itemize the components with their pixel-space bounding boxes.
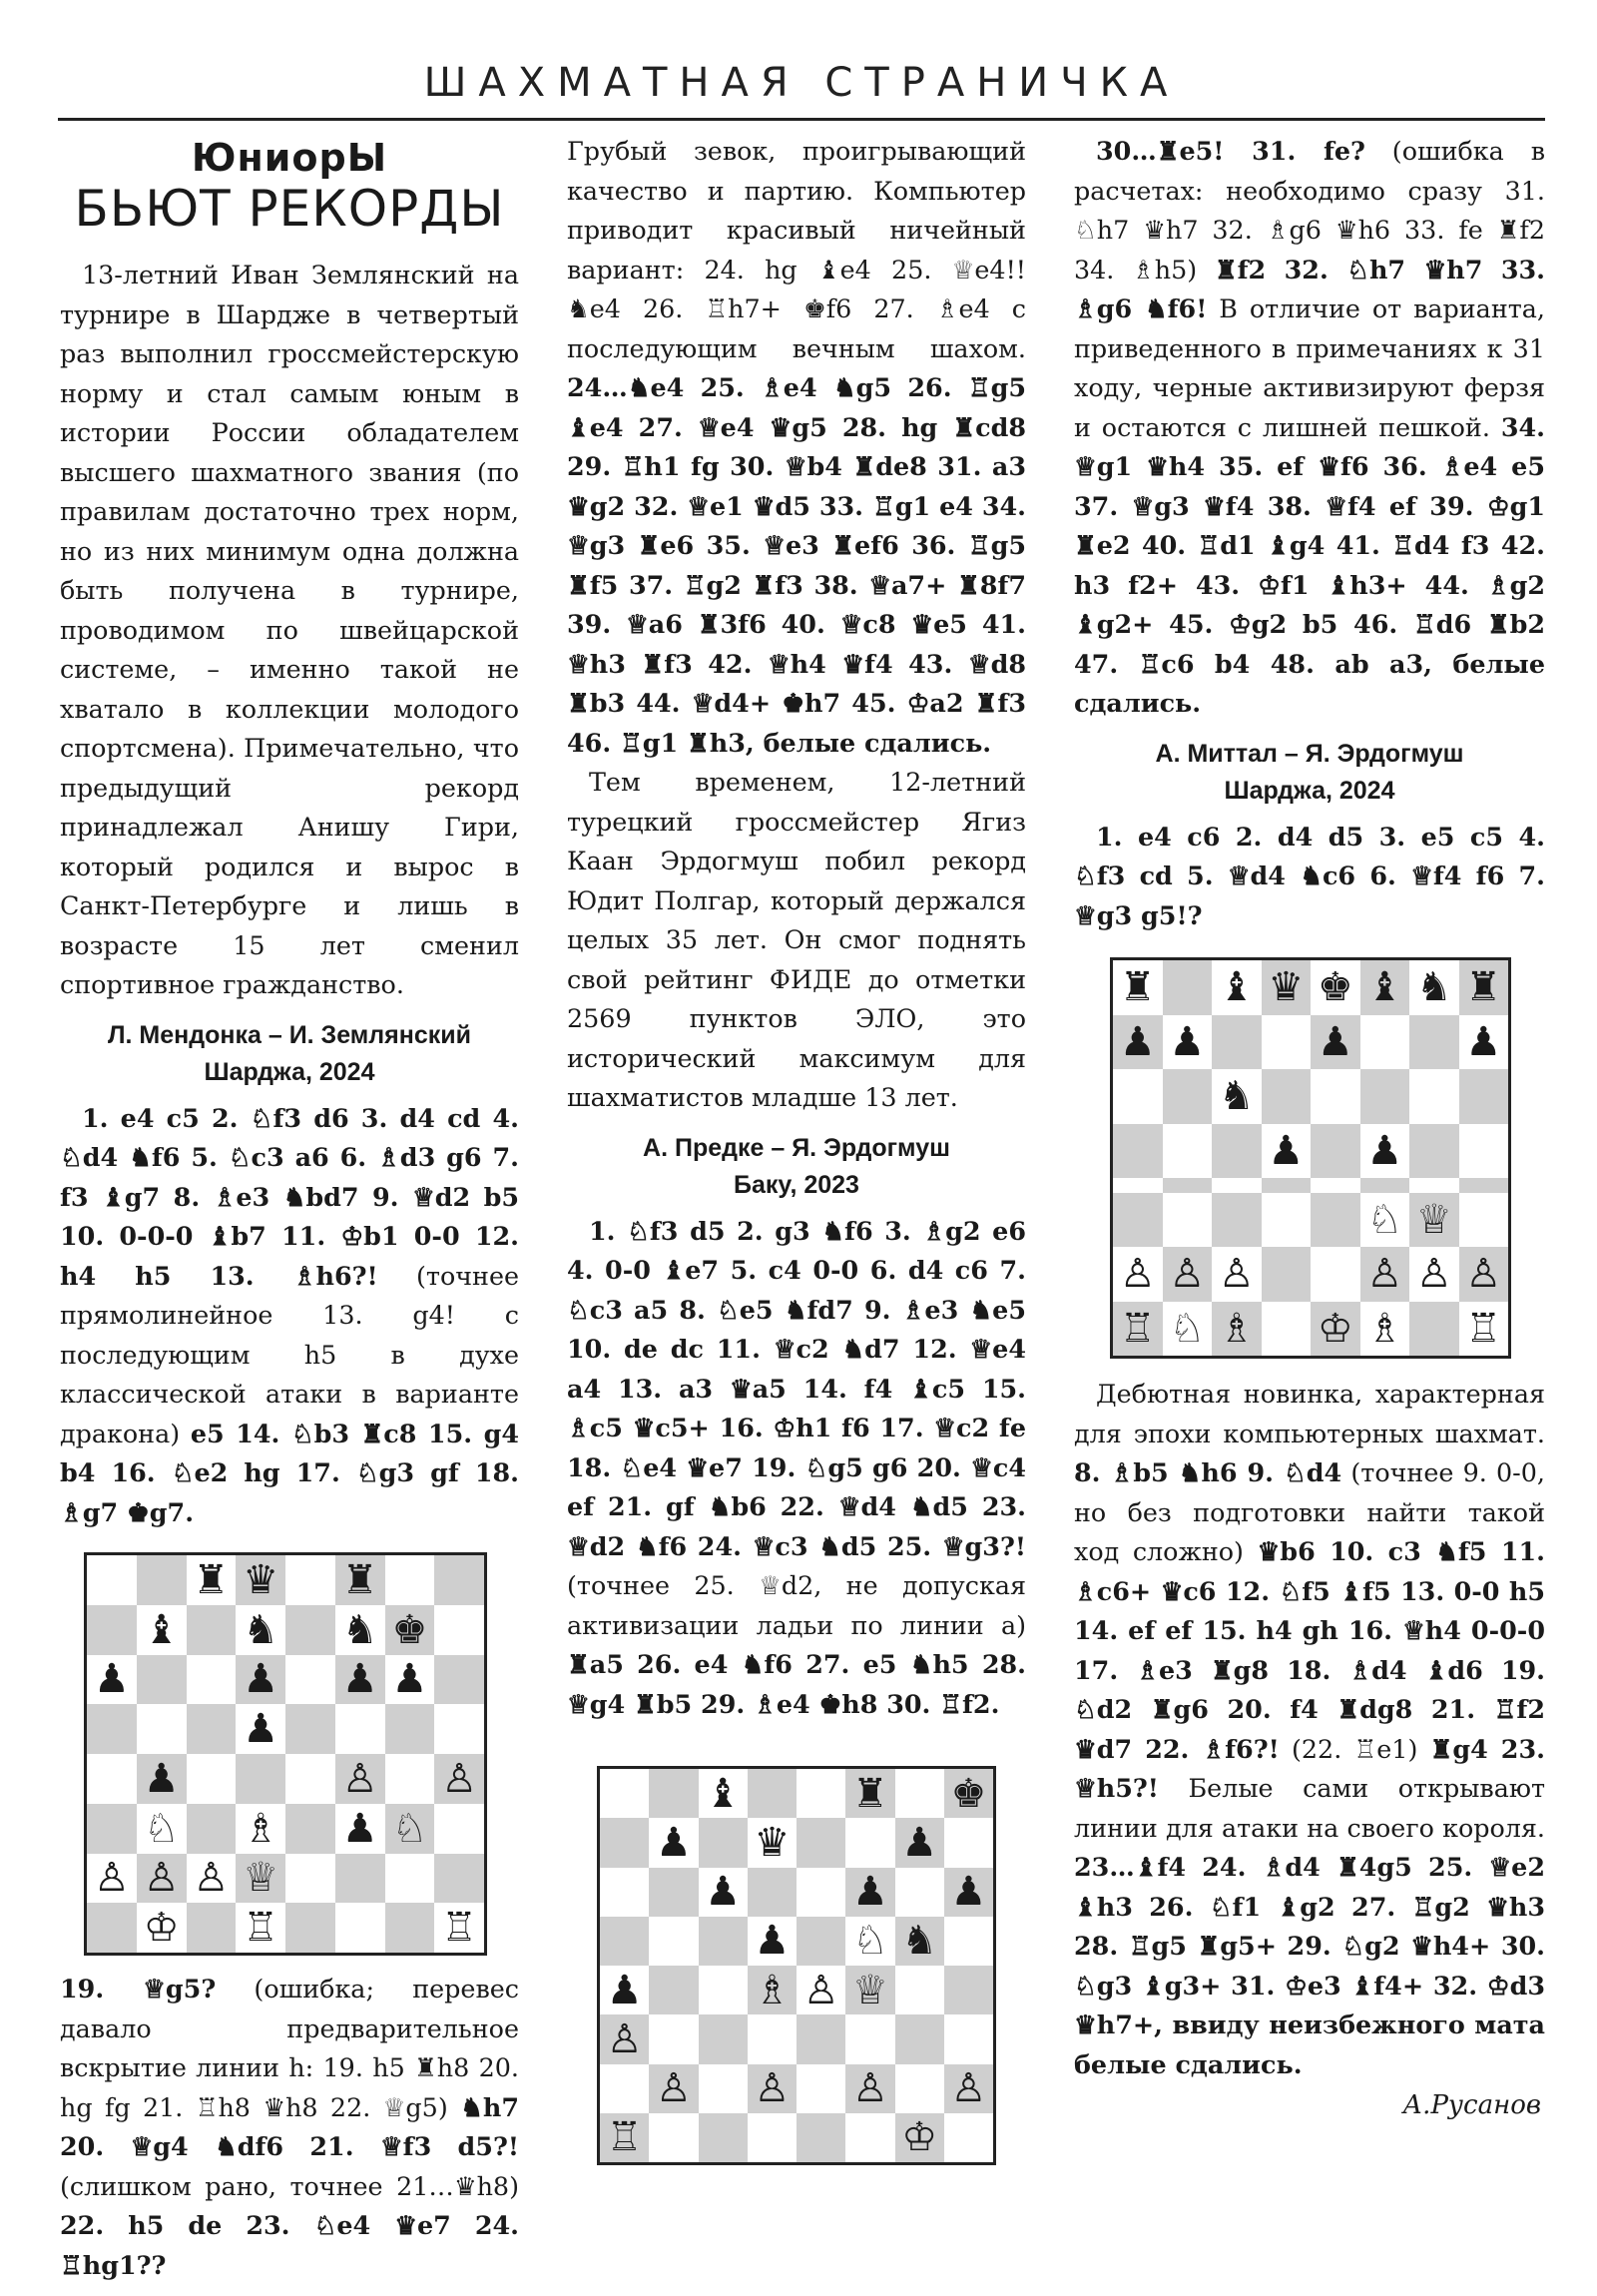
chess-square [895,1868,944,1917]
chess-square [187,1754,237,1804]
chess-piece-square: ♞ [1409,960,1459,1015]
chess-piece-square: ♟ [335,1655,385,1705]
chess-square [797,2113,845,2162]
chess-square [87,1555,137,1605]
game2-moves-a: 1. ♘f3 d5 2. g3 ♞f6 3. ♗g2 e6 4. 0-0 ♝e7 5. c4 0-0 6. d4 c6 7. ♘c3 a5 8. ♘e5 ♞fd7 9. ♗e3 ♞e5 10. de dc 11. ♕c2 ♞d7 12. ♕e4 a4 13. a3 ♛a5 14. f4 ♝c5 15. ♗c5 ♛c5+ 16. ♔h1 f6 17. ♕c2 fe 18. ♘e4 ♛e7 19. ♘g5 g6 20. ♕c4 ef 21. gf ♞b6 22. ♕d4 ♞d5 23. ♕d2 ♞f6 24. ♕c3 ♞d5 25. ♕g3?! [567,1215,1026,1561]
chess-square [895,2014,944,2063]
col3-comment-a: (ошибка в расчетах: необходимо сразу 31. ♘h7 ♛h7 32. ♗g6 ♛h6 33. fe ♜f2 34. ♗h5) [1074,136,1545,285]
chess-square [1262,1178,1312,1193]
chess-square [699,1966,748,2014]
chess-piece-square: ♘ [137,1804,187,1854]
chess-square [649,2113,698,2162]
chess-square [1113,1069,1163,1124]
chess-square [335,1704,385,1754]
chess-square [944,2113,993,2162]
post-moves-1: 8. ♗b5 ♞h6 9. ♘d4 [1074,1457,1342,1487]
chess-board-2 [597,1766,996,2165]
chess-square [1459,1124,1509,1179]
chess-piece-square: ♝ [699,1769,748,1818]
chess-piece-square: ♙ [434,1754,484,1804]
chess-piece-square: ♙ [1409,1247,1459,1302]
chess-square [1212,1193,1262,1248]
post-moves-2: ♛b6 10. c3 ♞f5 11. ♗c6+ ♛c6 12. ♘f5 ♝f5 13. 0-0 h5 14. ef ef 15. h4 gh 16. ♕h4 0-0-0 17. ♗e3 ♜g8 18. ♗d4 ♝d6 19. ♘d2 ♜g6 20. f4 ♜dg8 21. ♖f2 ♛d7 22. ♗f6?! [1074,1536,1545,1764]
chess-board-1 [84,1552,487,1956]
game2-continuation [1074,132,1545,724]
chess-square [1113,1193,1163,1248]
chess-piece-square: ♔ [895,2113,944,2162]
chess-square [1360,1015,1410,1070]
chess-piece-square: ♙ [845,2064,894,2113]
chess-piece-square: ♜ [335,1555,385,1605]
chess-square [285,1854,335,1904]
chess-piece-square: ♟ [1163,1015,1213,1070]
game2-moves [567,1212,1026,1725]
chess-piece-square: ♟ [1311,1015,1360,1070]
chess-square [649,2014,698,2063]
chess-square [1311,1178,1360,1193]
chess-square [649,1917,698,1966]
chess-square [1409,1302,1459,1357]
chess-square [845,2014,894,2063]
chess-piece-square: ♘ [385,1804,435,1854]
chess-board-3 [1110,957,1511,1359]
chess-piece-square: ♘ [1163,1302,1213,1357]
chess-piece-square: ♙ [87,1854,137,1904]
headline-big: БЬЮТ РЕКОРДЫ [74,180,505,238]
chess-square [434,1804,484,1854]
chess-square [1212,1015,1262,1070]
chess-square [699,2064,748,2113]
comment-d: (слишком рано, точнее 21…♛h8) [60,2170,519,2201]
chess-piece-square: ♙ [600,2014,649,2063]
chess-piece-square: ♔ [137,1903,187,1953]
chess-square [1262,1302,1312,1357]
chess-piece-square: ♙ [1360,1247,1410,1302]
chess-square [87,1605,137,1655]
chess-square [699,1917,748,1966]
post-comment-3: Белые сами открывают линии для атаки на своего короля. [1074,1773,1545,1843]
chess-piece-square: ♙ [1113,1247,1163,1302]
chess-piece-square: ♗ [236,1804,285,1854]
chess-square [748,2113,797,2162]
chess-square [1311,1069,1360,1124]
chess-square [1459,1178,1509,1193]
chess-piece-square: ♙ [649,2064,698,2113]
chess-piece-square: ♖ [600,2113,649,2162]
chess-square [187,1605,237,1655]
chess-square [797,2064,845,2113]
cont-moves: 24…♞e4 25. ♗e4 ♞g5 26. ♖g5 ♝e4 27. ♕e4 ♛g5 28. hg ♜cd8 29. ♖h1 fg 30. ♕b4 ♜de8 31. a3 ♛g2 32. ♕e1 ♛d5 33. ♖g1 e4 34. ♕g3 ♜e6 35. ♕e3 ♜ef6 36. ♖g5 ♜f5 37. ♖g2 ♜f3 38. ♕a7+ ♜8f7 39. ♕a6 ♜3f6 40. ♕c8 ♛e5 41. ♕h3 ♜f3 42. ♕h4 ♛f4 43. ♕d8 ♜b3 44. ♕d4+ ♚h7 45. ♔a2 ♜f3 46. ♖g1 ♜h3, белые сдались. [567,372,1026,758]
chess-square [600,2064,649,2113]
game3-event: Шарджа, 2024 [1224,776,1395,805]
game3-players: А. Миттал – Я. Эрдогмуш [1155,739,1464,768]
chess-piece-square: ♙ [944,2064,993,2113]
chess-piece-square: ♟ [845,1868,894,1917]
chess-square [600,1868,649,1917]
chess-piece-square: ♘ [845,1917,894,1966]
game1-continuation [567,132,1026,763]
chess-square [137,1704,187,1754]
chess-piece-square: ♞ [895,1917,944,1966]
chess-piece-square: ♟ [699,1868,748,1917]
chess-square [87,1903,137,1953]
chess-square [335,1854,385,1904]
header-rule [58,118,1545,121]
chess-square [649,1769,698,1818]
chess-square [385,1555,435,1605]
chess-square [1409,1069,1459,1124]
chess-square [187,1804,237,1854]
chess-piece-square: ♙ [1163,1247,1213,1302]
chess-square [385,1754,435,1804]
chess-square [649,1868,698,1917]
chess-square [1409,1124,1459,1179]
chess-piece-square: ♜ [1459,960,1509,1015]
chess-piece-square: ♗ [1212,1302,1262,1357]
chess-piece-square: ♙ [335,1754,385,1804]
chess-square [895,1966,944,2014]
col3-moves-c: 34. ♕g1 ♛h4 35. ef ♛f6 36. ♗e4 e5 37. ♕g3 ♛f4 38. ♕f4 ef 39. ♔g1 ♜e2 40. ♖d1 ♝g4 41. ♖d4 f3 42. h3 f2+ 43. ♔f1 ♝h3+ 44. ♗g2 ♝g2+ 45. ♔g2 b5 46. ♖d6 ♜b2 47. ♖c6 b4 48. ab a3, белые сдались. [1074,411,1545,718]
game1-heading [60,1017,519,1091]
chess-square [944,1917,993,1966]
moves-e: 22. h5 de 23. ♘e4 ♛e7 24. ♖hg1?? [60,2210,519,2280]
chess-square [1163,1124,1213,1179]
chess-square [845,2113,894,2162]
moves-d: ♞h7 20. ♕g4 ♞df6 21. ♕f3 d5?! [60,2091,519,2161]
chess-square [285,1804,335,1854]
headline-small: ЮниорЫ [191,136,388,180]
chess-square [285,1704,335,1754]
chess-piece-square: ♜ [845,1769,894,1818]
chess-square [187,1903,237,1953]
comment-a: (точнее прямолинейное 13. g4! с последующим h5 в духе классической атаки в варианте дракона) [60,1260,519,1448]
chess-square [944,1818,993,1867]
chess-piece-square: ♟ [87,1655,137,1705]
chess-piece-square: ♟ [1459,1015,1509,1070]
chess-square [1163,1069,1213,1124]
chess-piece-square: ♕ [236,1854,285,1904]
chess-square [434,1854,484,1904]
chess-piece-square: ♛ [748,1818,797,1867]
chess-piece-square: ♗ [1360,1302,1410,1357]
cont-text: Грубый зевок, проигрывающий качество и партию. Компьютер приводит красивый ничейный вариант: 24. hg ♝e4 25. ♕e4!! ♞e4 26. ♖h7+ ♚f6 27. ♗e4 с последующим вечным шахом. [567,136,1026,363]
chess-square [797,1868,845,1917]
chess-piece-square: ♗ [748,1966,797,2014]
chess-square [434,1655,484,1705]
game2-moves-b: ♜a5 26. e4 ♞f6 27. e5 ♞h5 28. ♕g4 ♜b5 29. ♗e4 ♚h8 30. ♖f2. [567,1649,1026,1719]
chess-piece-square: ♖ [434,1903,484,1953]
game2-comment: (точнее 25. ♕d2, не допуская активизации ладьи по линии а) [567,1570,1026,1640]
chess-piece-square: ♞ [236,1605,285,1655]
chess-square [87,1804,137,1854]
chess-piece-square: ♝ [1212,960,1262,1015]
chess-piece-square: ♟ [137,1754,187,1804]
chess-piece-square: ♟ [1262,1124,1312,1179]
chess-square [285,1555,335,1605]
chess-piece-square: ♚ [385,1605,435,1655]
chess-square [1262,1015,1312,1070]
chess-square [285,1655,335,1705]
chess-square [385,1903,435,1953]
comment-c: (ошибка; перевес давало предварительное вскрытие линии h: 19. h5 ♜h8 20. hg fg 21. ♖h8 ♛h8 22. ♕g5) [60,1974,519,2122]
chess-piece-square: ♜ [187,1555,237,1605]
chess-square [187,1655,237,1705]
chess-square [1459,1193,1509,1248]
col3-moves-b: ♜f2 32. ♘h7 ♛h7 33. ♗g6 ♞f6! [1074,254,1545,323]
chess-square [797,1818,845,1867]
chess-piece-square: ♚ [944,1769,993,1818]
chess-square [87,1704,137,1754]
chess-piece-square: ♙ [137,1854,187,1904]
chess-square [1409,1178,1459,1193]
chess-piece-square: ♟ [944,1868,993,1917]
column-2 [567,132,1026,2165]
chess-square [285,1605,335,1655]
chess-piece-square: ♙ [748,2064,797,2113]
chess-piece-square: ♖ [1459,1302,1509,1357]
chess-piece-square: ♙ [797,1966,845,2014]
chess-square [1163,960,1213,1015]
chess-square [1113,1178,1163,1193]
chess-piece-square: ♔ [1311,1302,1360,1357]
post-moves-3: ♜g4 23. ♕h5?! [1074,1733,1545,1803]
game1-moves-continued [60,1970,519,2285]
author-signature: А.Русанов [1402,2090,1541,2120]
game1-event: Шарджа, 2024 [204,1057,375,1086]
chess-square [1262,1069,1312,1124]
chess-square [797,2014,845,2063]
chess-square [944,1966,993,2014]
game3-commentary [1074,1375,1545,2084]
chess-square [699,1818,748,1867]
chess-square [1409,1015,1459,1070]
post-moves-4: 23…♝f4 24. ♗d4 ♜4g5 25. ♕e2 ♝h3 26. ♘f1 ♝g2 27. ♖g2 ♛h3 28. ♖g5 ♜g5+ 29. ♘g2 ♛h4+ 30. ♘g3 ♝g3+ 31. ♔e3 ♝f4+ 32. ♔d3 ♛h7+, ввиду неизбежного мата белые сдались. [1074,1852,1545,2079]
chess-piece-square: ♟ [600,1966,649,2014]
chess-square [137,1555,187,1605]
chess-piece-square: ♘ [1360,1193,1410,1248]
chess-square [699,2014,748,2063]
chess-square [1262,1193,1312,1248]
chess-square [1262,1247,1312,1302]
section-title: ШАХМАТНАЯ СТРАНИЧКА [423,60,1180,106]
column-3 [1074,132,1545,2120]
chess-square [845,1818,894,1867]
chess-square [434,1555,484,1605]
chess-piece-square: ♚ [1311,960,1360,1015]
chess-piece-square: ♟ [236,1655,285,1705]
chess-square [748,1769,797,1818]
game1-players: Л. Мендонка – И. Землянский [107,1020,472,1049]
moves-b: e5 14. ♘b3 ♜c8 15. g4 b4 16. ♘e2 hg 17. ♘g3 gf 18. ♗g7 ♚g7. [60,1418,520,1527]
chess-square [1212,1178,1262,1193]
chess-piece-square: ♟ [335,1804,385,1854]
game1-moves [60,1099,519,1533]
game2-players: А. Предке – Я. Эрдогмуш [643,1133,950,1162]
chess-square [600,1769,649,1818]
chess-piece-square: ♟ [895,1818,944,1867]
moves-a: 1. e4 c5 2. ♘f3 d6 3. d4 cd 4. ♘d4 ♞f6 5. ♘c3 a6 6. ♗d3 g6 7. f3 ♝g7 8. ♗e3 ♞bd7 9. ♕d2 b5 10. 0-0-0 ♝b7 11. ♔b1 0-0 12. h4 h5 13. ♗h6?! [60,1102,519,1291]
chess-square [1163,1193,1213,1248]
chess-square [600,1818,649,1867]
chess-piece-square: ♙ [1212,1247,1262,1302]
chess-square [895,1769,944,1818]
chess-piece-square: ♟ [1113,1015,1163,1070]
chess-square [385,1704,435,1754]
chess-square [1311,1193,1360,1248]
chess-square [1212,1124,1262,1179]
chess-square [1459,1069,1509,1124]
chess-piece-square: ♖ [236,1903,285,1953]
chess-piece-square: ♟ [748,1917,797,1966]
chess-square [1163,1178,1213,1193]
chess-square [1360,1178,1410,1193]
chess-square [699,2113,748,2162]
chess-square [434,1704,484,1754]
column-1 [60,132,519,2285]
chess-square [285,1903,335,1953]
erdogmus-paragraph: Тем временем, 12-летний турецкий гроссмейстер Ягиз Каан Эрдогмуш побил рекорд Юдит Полгар, который держался целых 35 лет. Он смог поднять свой рейтинг ФИДЕ до отметки 2569 пунктов ЭЛО, это исторический максимум для шахматистов младше 13 лет. [567,767,1026,1112]
chess-square [335,1903,385,1953]
chess-piece-square: ♛ [1262,960,1312,1015]
chess-piece-square: ♛ [236,1555,285,1605]
post-text: Дебютная новинка, характерная для эпохи компьютерных шахмат. [1074,1379,1545,1448]
chess-piece-square: ♕ [1409,1193,1459,1248]
game2-event: Баку, 2023 [734,1170,859,1199]
chess-piece-square: ♙ [1459,1247,1509,1302]
game3-heading [1074,736,1545,810]
chess-square [944,2014,993,2063]
chess-square [797,1769,845,1818]
chess-square [1113,1124,1163,1179]
chess-square [187,1704,237,1754]
chess-piece-square: ♜ [1113,960,1163,1015]
chess-piece-square: ♟ [385,1655,435,1705]
col3-moves-a: 30…♜e5! 31. fe? [1096,136,1365,166]
chess-piece-square: ♟ [236,1704,285,1754]
chess-square [895,2064,944,2113]
chess-piece-square: ♖ [1113,1302,1163,1357]
chess-square [1311,1124,1360,1179]
moves-c: 19. ♕g5? [60,1974,217,2004]
chess-square [748,1868,797,1917]
chess-piece-square: ♝ [137,1605,187,1655]
chess-square [600,1917,649,1966]
chess-square [649,1966,698,2014]
chess-square [434,1605,484,1655]
chess-square [1311,1247,1360,1302]
col3-comment-b: В отличие от варианта, приведенного в примечаниях к 31 ходу, черные активизируют ферзя и остаются с лишней пешкой. [1074,293,1545,442]
chess-piece-square: ♟ [649,1818,698,1867]
chess-square [1360,1069,1410,1124]
chess-square [87,1754,137,1804]
chess-square [748,2014,797,2063]
chess-piece-square: ♞ [1212,1069,1262,1124]
chess-piece-square: ♙ [187,1854,237,1904]
intro-paragraph: 13-летний Иван Землянский на турнире в Шардже в четвертый раз выполнил гроссмейстерскую норму и стал самым юным в истории России обладателем высшего шахматного звания (по правилам достаточно трех норм, но из них минимум одна должна быть получена в турнире, проводимом по швейцарской системе, – именно такой не хватало в коллекции молодого спортсмена). Примечательно, что предыдущий рекорд принадлежал Анишу Гири, который родился и вырос в Санкт-Петербурге и лишь в возрасте 15 лет сменил спортивное гражданство. [60,260,519,999]
post-comment-2: (22. ♖e1) [1279,1733,1430,1764]
chess-piece-square: ♞ [335,1605,385,1655]
chess-piece-square: ♟ [1360,1124,1410,1179]
game2-heading [567,1130,1026,1204]
chess-piece-square: ♝ [1360,960,1410,1015]
post-comment-1: (точнее 9. 0-0, но без подготовки найти такой ход сложно) [1074,1457,1545,1566]
chess-square [797,1917,845,1966]
chess-square [285,1754,335,1804]
game3-moves: 1. e4 c6 2. d4 d5 3. e5 c5 4. ♘f3 cd 5. ♕d4 ♞c6 6. ♕f4 f6 7. ♕g3 g5!? [1074,821,1545,930]
chess-square [137,1655,187,1705]
chess-square [385,1854,435,1904]
chess-square [236,1754,285,1804]
chess-piece-square: ♕ [845,1966,894,2014]
